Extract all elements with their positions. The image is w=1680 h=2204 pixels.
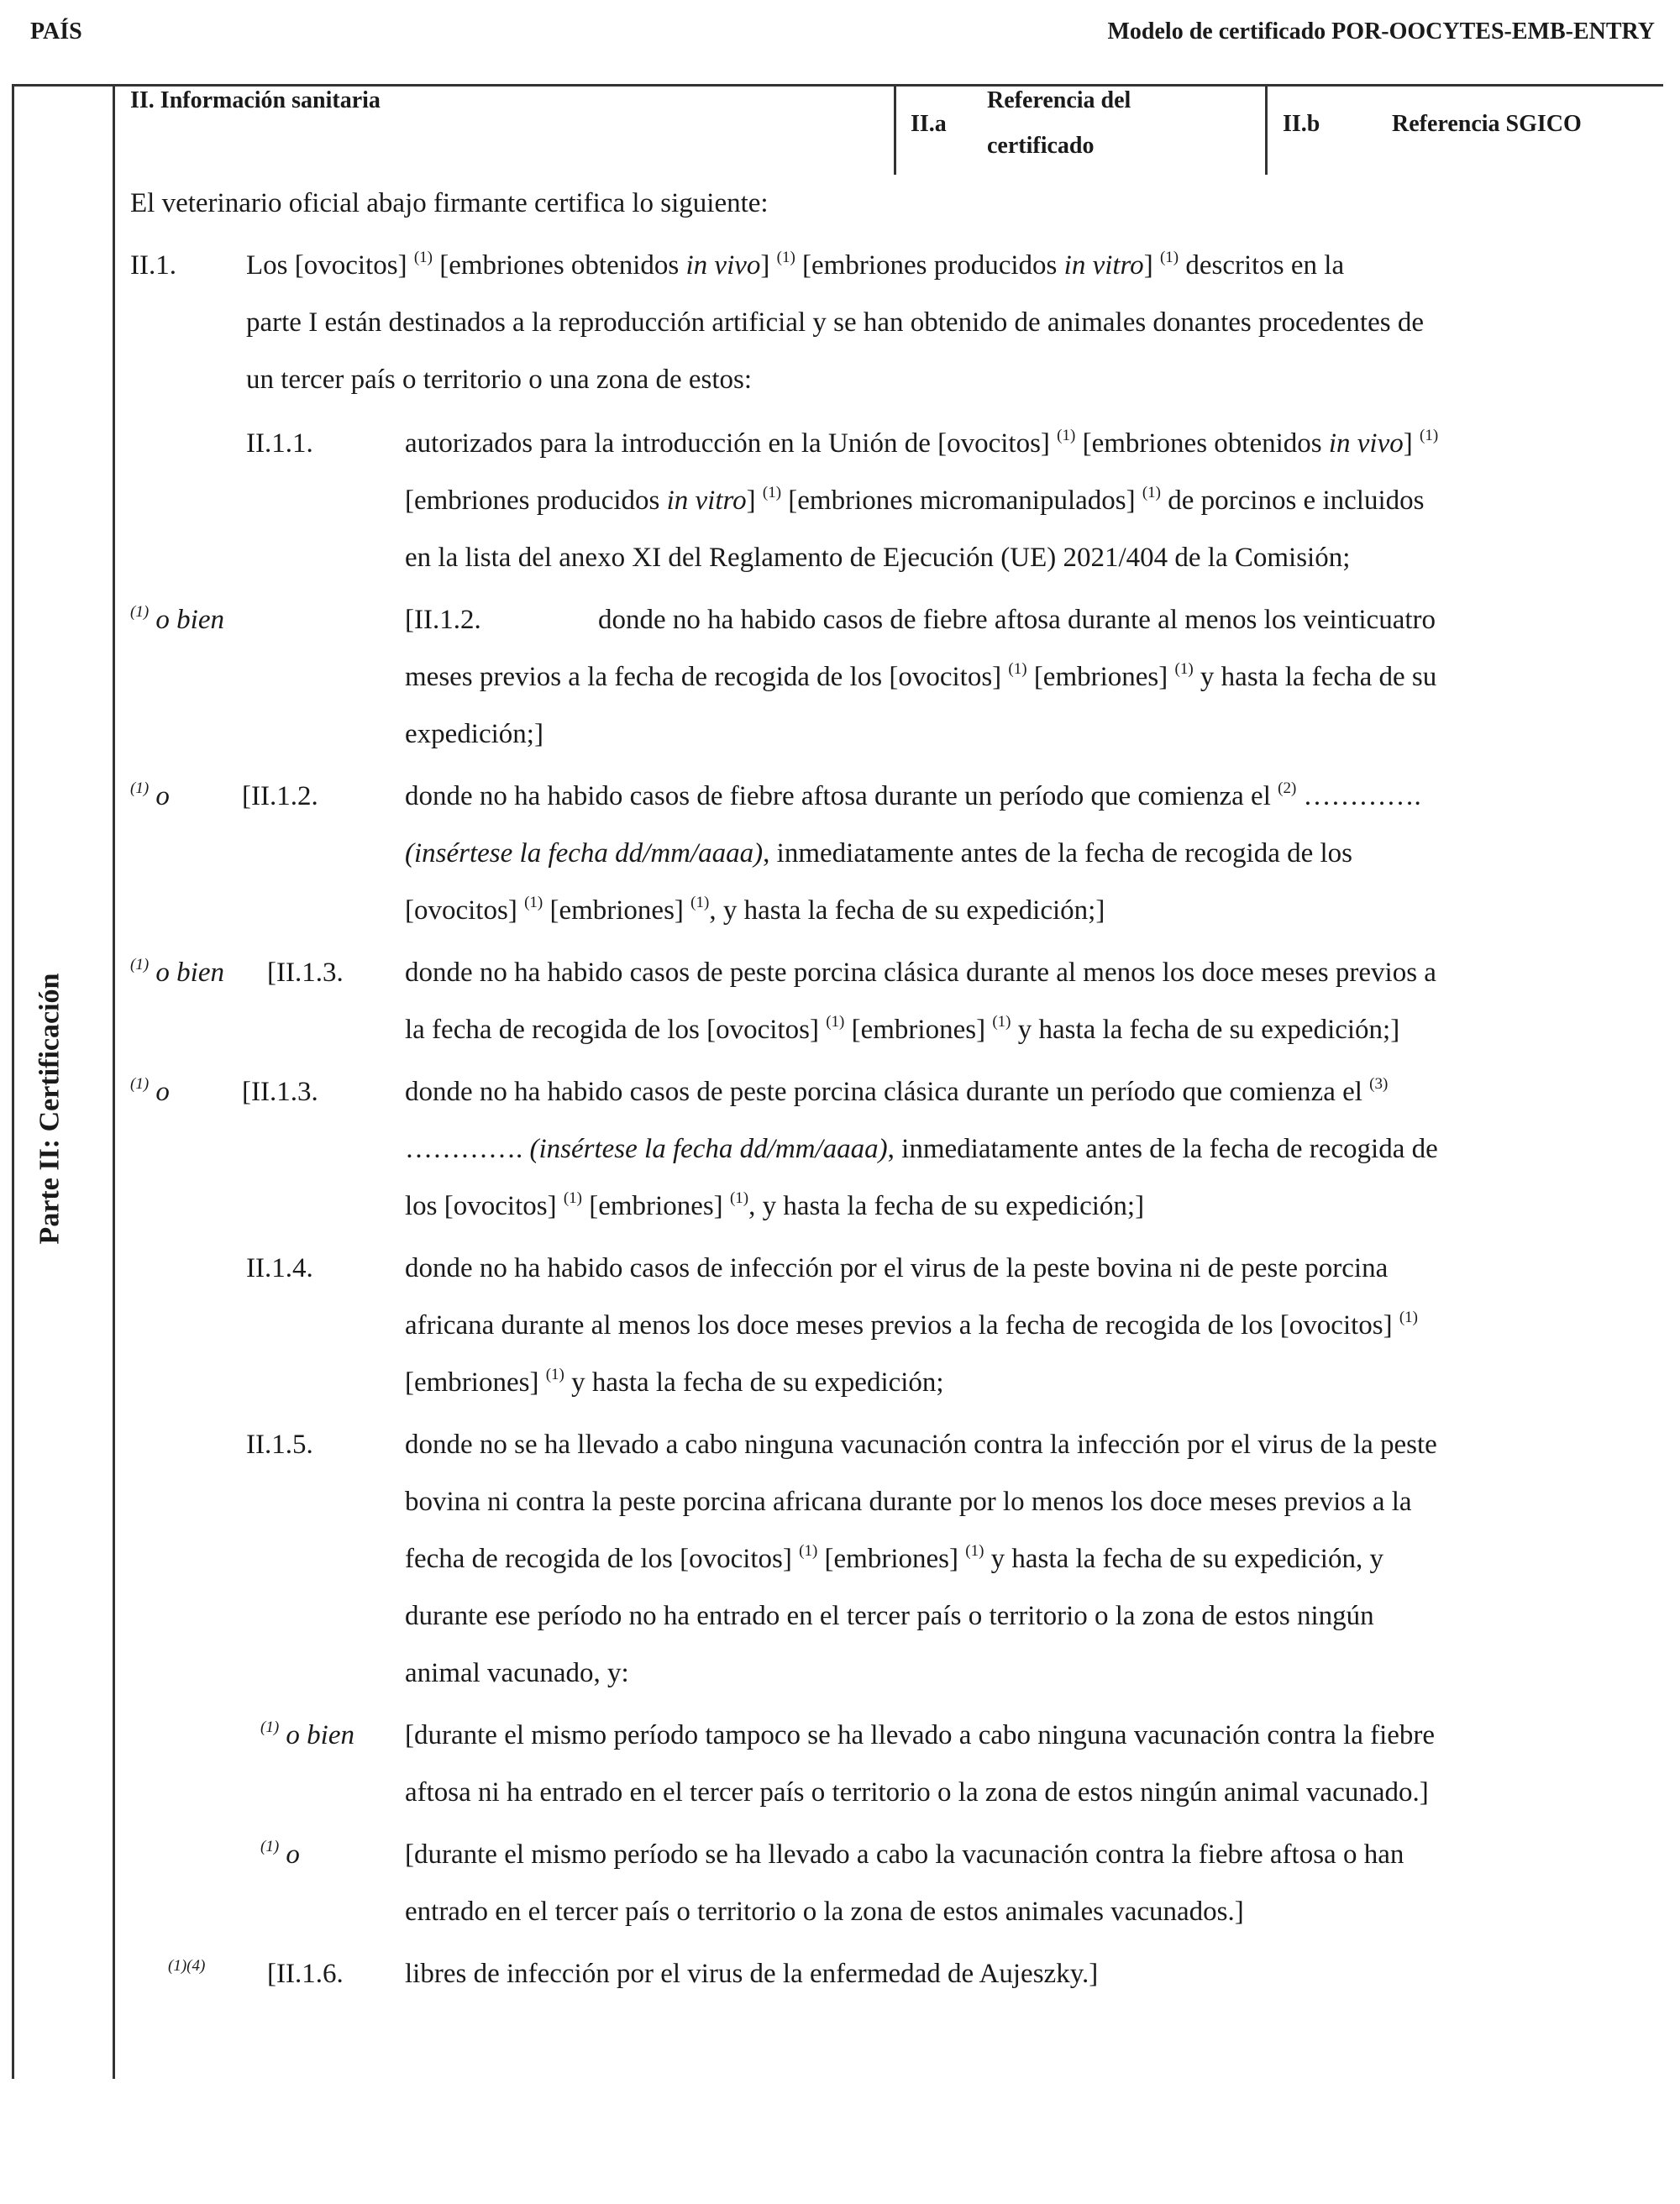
clause-line: (insértese la fecha dd/mm/aaaa), inmediatamente antes de la fecha de recogida de los xyxy=(405,838,1353,868)
clause-line: bovina ni contra la peste porcina africana durante por lo menos los doce meses previos a la xyxy=(405,1487,1412,1517)
clause-line: entrado en el tercer país o territorio o la zona de estos animales vacunados.] xyxy=(405,1897,1244,1927)
option-marker: $^{(1)}$ o xyxy=(130,1075,170,1107)
ref-b-label: Referencia SGICO xyxy=(1392,111,1582,137)
clause-line: Los [ovocitos] $^{(1)}$ [embriones obtenidos in vivo] $^{(1)}$ [embriones producidos in vitro] $^{(1)}$ descritos en la xyxy=(246,249,1345,281)
clause-line: africana durante al menos los doce meses previos a la fecha de recogida de los [ovocitos] $^{(1)}$ xyxy=(405,1309,1419,1341)
sidebar-divider xyxy=(113,84,115,2079)
sidebar-part-label xyxy=(12,941,87,1277)
sidebar-part-text: Parte II: Certificación xyxy=(34,973,65,1245)
ref-b-divider xyxy=(1265,84,1268,175)
ref-b-code: II.b xyxy=(1283,111,1320,137)
option-marker: $^{(1)}$ o xyxy=(260,1838,300,1870)
clause-line: animal vacunado, y: xyxy=(405,1658,629,1688)
option-marker: $^{(1)}$ o bien xyxy=(130,603,224,635)
clause-line: donde no se ha llevado a cabo ninguna vacunación contra la infección por el virus de la peste xyxy=(405,1430,1437,1460)
clause-line: [embriones] $^{(1)}$ y hasta la fecha de su expedición; xyxy=(405,1366,944,1398)
country-label: PAÍS xyxy=(30,18,82,45)
option-marker: $^{(1)}$ o bien xyxy=(130,956,224,988)
option-marker: (1)(4) xyxy=(168,1957,206,1975)
clause-number: II.1. xyxy=(130,250,176,281)
clause-line: [ovocitos] $^{(1)}$ [embriones] $^{(1)}$, y hasta la fecha de su expedición;] xyxy=(405,894,1105,926)
clause-line: donde no ha habido casos de infección por el virus de la peste bovina ni de peste porcina xyxy=(405,1253,1389,1283)
clause-line: donde no ha habido casos de peste porcina clásica durante un período que comienza el $^{(3)}$ xyxy=(405,1075,1389,1107)
clause-number: [II.1.2. xyxy=(405,605,481,635)
clause-number: [II.1.2. xyxy=(242,781,318,811)
clause-line: expedición;] xyxy=(405,719,543,749)
clause-line: [durante el mismo período se ha llevado a cabo la vacunación contra la fiebre aftosa o han xyxy=(405,1839,1404,1870)
clause-line: parte I están destinados a la reproducción artificial y se han obtenido de animales donantes procedentes de xyxy=(246,307,1424,338)
ref-a-divider xyxy=(894,84,896,175)
clause-line: en la lista del anexo XI del Reglamento de Ejecución (UE) 2021/404 de la Comisión; xyxy=(405,543,1351,573)
clause-number: [II.1.3. xyxy=(267,958,344,988)
clause-line: libres de infección por el virus de la enfermedad de Aujeszky.] xyxy=(405,1959,1099,1989)
clause-number: [II.1.6. xyxy=(267,1959,344,1989)
intro-text: El veterinario oficial abajo firmante certifica lo siguiente: xyxy=(130,188,769,218)
option-marker: $^{(1)}$ o xyxy=(130,779,170,811)
clause-line: la fecha de recogida de los [ovocitos] $^{(1)}$ [embriones] $^{(1)}$ y hasta la fecha de su expedición;] xyxy=(405,1013,1400,1045)
clause-line: donde no ha habido casos de peste porcina clásica durante al menos los doce meses previos a xyxy=(405,958,1436,988)
clause-line: donde no ha habido casos de fiebre aftosa durante un período que comienza el $^{(2)}$ …………. xyxy=(405,779,1421,811)
table-top-border xyxy=(12,84,1663,87)
certificate-model-label: Modelo de certificado POR-OOCYTES-EMB-ENTRY xyxy=(1107,18,1655,45)
clause-number: [II.1.3. xyxy=(242,1077,318,1107)
clause-line: …………. (insértese la fecha dd/mm/aaaa), inmediatamente antes de la fecha de recogida de xyxy=(405,1134,1438,1164)
option-marker: $^{(1)}$ o bien xyxy=(260,1719,354,1750)
clause-line: donde no ha habido casos de fiebre aftosa durante al menos los veinticuatro xyxy=(598,605,1436,635)
clause-line: [durante el mismo período tampoco se ha llevado a cabo ninguna vacunación contra la fiebre xyxy=(405,1720,1436,1750)
ref-a-label-line1: Referencia del xyxy=(987,87,1131,113)
clause-number: II.1.4. xyxy=(246,1253,313,1283)
clause-line: un tercer país o territorio o una zona de estos: xyxy=(246,365,753,395)
clause-line: los [ovocitos] $^{(1)}$ [embriones] $^{(1)}$, y hasta la fecha de su expedición;] xyxy=(405,1189,1145,1221)
clause-line: [embriones producidos in vitro] $^{(1)}$ [embriones micromanipulados] $^{(1)}$ de porcinos e incluidos xyxy=(405,484,1425,516)
ref-a-code: II.a xyxy=(911,111,947,137)
clause-line: durante ese período no ha entrado en el tercer país o territorio o la zona de estos ningún xyxy=(405,1601,1374,1631)
clause-line: fecha de recogida de los [ovocitos] $^{(1)}$ [embriones] $^{(1)}$ y hasta la fecha de su expedición, y xyxy=(405,1542,1383,1574)
clause-line: meses previos a la fecha de recogida de los [ovocitos] $^{(1)}$ [embriones] $^{(1)}$ y hasta la fecha de su xyxy=(405,660,1437,692)
clause-number: II.1.1. xyxy=(246,428,313,459)
ref-a-label-line2: certificado xyxy=(987,133,1095,159)
section-title: II. Información sanitaria xyxy=(130,87,381,113)
clause-line: aftosa ni ha entrado en el tercer país o territorio o la zona de estos ningún animal vacunado.] xyxy=(405,1777,1429,1808)
clause-number: II.1.5. xyxy=(246,1430,313,1460)
clause-line: autorizados para la introducción en la Unión de [ovocitos] $^{(1)}$ [embriones obtenidos in vivo] $^{(1)}$ xyxy=(405,427,1439,459)
